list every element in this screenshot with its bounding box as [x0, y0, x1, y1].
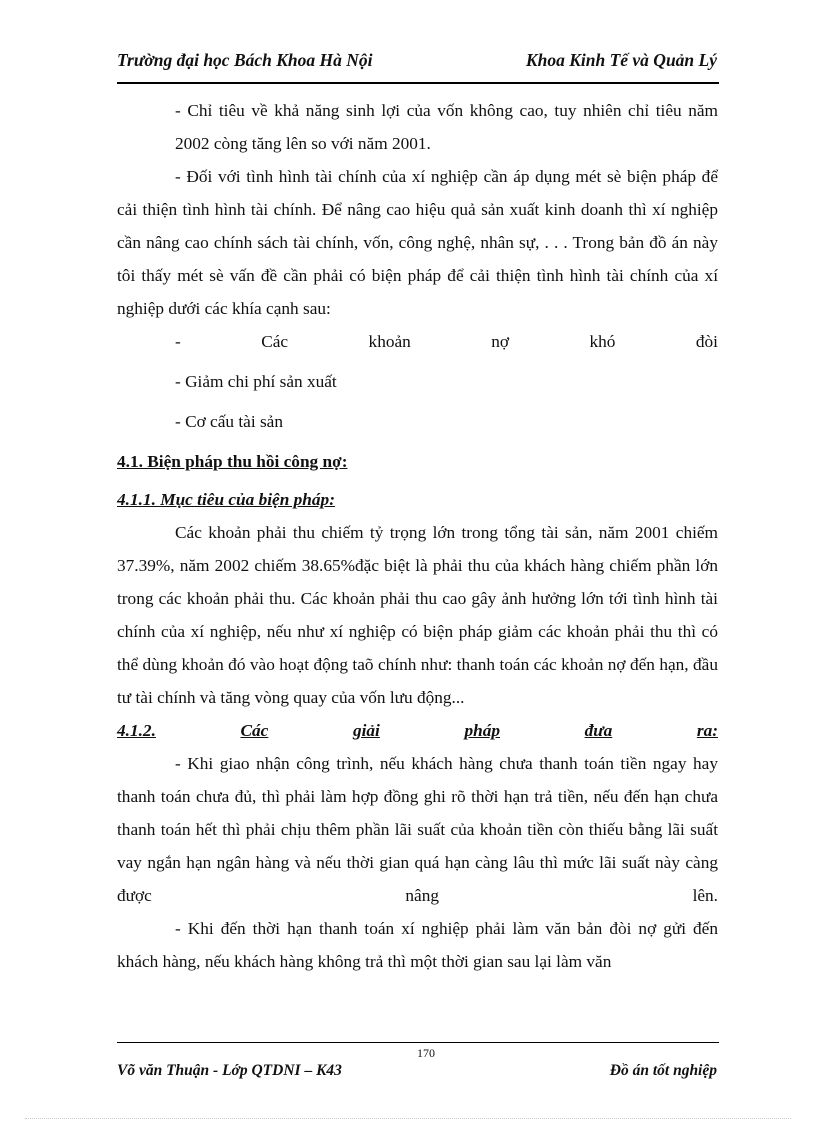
- paragraph-receivables: Các khoản phải thu chiếm tỷ trọng lớn trong tổng tài sản, năm 2001 chiếm 37.39%, năm 2002 chiếm 38.65%đặc biệt là phải thu của khách hàng chiếm phần lớn trong các khoản phải thu. Các khoản phải thu cao gây ảnh hưởng lớn tới tình hình tài chính của xí nghiệp, nếu như xí nghiệp có biện pháp giảm các khoản phải thu thì có thể dùng khoản đó vào hoạt động taõ chính như: thanh toán các khoản nợ đến hạn, đầu tư tài chính và tăng vòng quay của vốn lưu động...: [117, 523, 718, 707]
- heading-word: 4.1.2.: [117, 721, 156, 740]
- page-bottom-edge: [25, 1118, 791, 1119]
- page-footer: [117, 1058, 717, 1084]
- heading-word: pháp: [464, 721, 500, 740]
- paragraph-contract-terms: - Khi giao nhận công trình, nếu khách hàng chưa thanh toán tiền ngay hay thanh toán chưa đủ, thì phải làm hợp đồng ghi rõ thời hạn trả tiền, nếu đến hạn chưa thanh toán hết thì phải chịu thêm phần lãi suất của khoản tiền còn thiếu bằng lãi suất vay ngắn hạn ngân hàng và nếu thời gian quá hạn càng lâu thì mức lãi suất này càng được nâng lên.: [117, 754, 718, 905]
- list-word: khoản: [368, 332, 411, 351]
- header-faculty: Khoa Kinh Tế và Quản Lý: [525, 50, 717, 70]
- page-header: [117, 50, 717, 76]
- header-rule: [117, 82, 719, 84]
- list-word: đòi: [695, 332, 718, 351]
- list-word: nợ: [491, 332, 510, 351]
- list-item-reduce-costs: - Giảm chi phí sản xuất: [175, 372, 337, 391]
- section-heading-4-1-1: 4.1.1. Mục tiêu của biện pháp:: [117, 490, 335, 509]
- paragraph-debt-collection: - Khi đến thời hạn thanh toán xí nghiệp phải làm văn bản đòi nợ gửi đến khách hàng, nếu khách hàng không trả thì một thời gian sau lại làm văn: [117, 919, 718, 971]
- list-word: khó: [589, 332, 616, 351]
- list-word: -: [175, 332, 181, 351]
- list-word: Các: [261, 332, 289, 351]
- footer-document-type: Đồ án tốt nghiệp: [609, 1062, 717, 1079]
- page-body: [117, 94, 718, 978]
- heading-word: Các: [240, 721, 269, 740]
- list-item-asset-structure: - Cơ cấu tài sản: [175, 412, 283, 431]
- list-item-bad-debts: [175, 325, 718, 358]
- section-heading-4-1: 4.1. Biện pháp thu hồi công nợ:: [117, 452, 348, 471]
- paragraph-profitability: - Chỉ tiêu về khả năng sinh lợi của vốn không cao, tuy nhiên chỉ tiêu năm 2002 còng tăng lên so với năm 2001.: [175, 101, 718, 153]
- heading-word: ra:: [696, 721, 718, 740]
- footer-rule: [117, 1042, 719, 1043]
- page-number: 170: [417, 1046, 435, 1060]
- heading-word: giải: [352, 721, 380, 740]
- header-university: Trường đại học Bách Khoa Hà Nội: [117, 50, 373, 70]
- footer-author: Võ văn Thuận - Lớp QTDNI – K43: [117, 1062, 342, 1079]
- paragraph-financial-measures: - Đối với tình hình tài chính của xí nghiệp cần áp dụng mét sè biện pháp để cải thiện tình hình tài chính. Để nâng cao hiệu quả sản xuất kinh doanh thì xí nghiệp cần nâng cao chính sách tài chính, vốn, công nghệ, nhân sự, . . . Trong bản đồ án này tôi thấy mét sè vấn đề cần phải có biện pháp để cải thiện tình hình tài chính của xí nghiệp dưới các khía cạnh sau:: [117, 167, 718, 318]
- section-heading-4-1-2: [117, 714, 718, 747]
- heading-word: đưa: [584, 721, 613, 740]
